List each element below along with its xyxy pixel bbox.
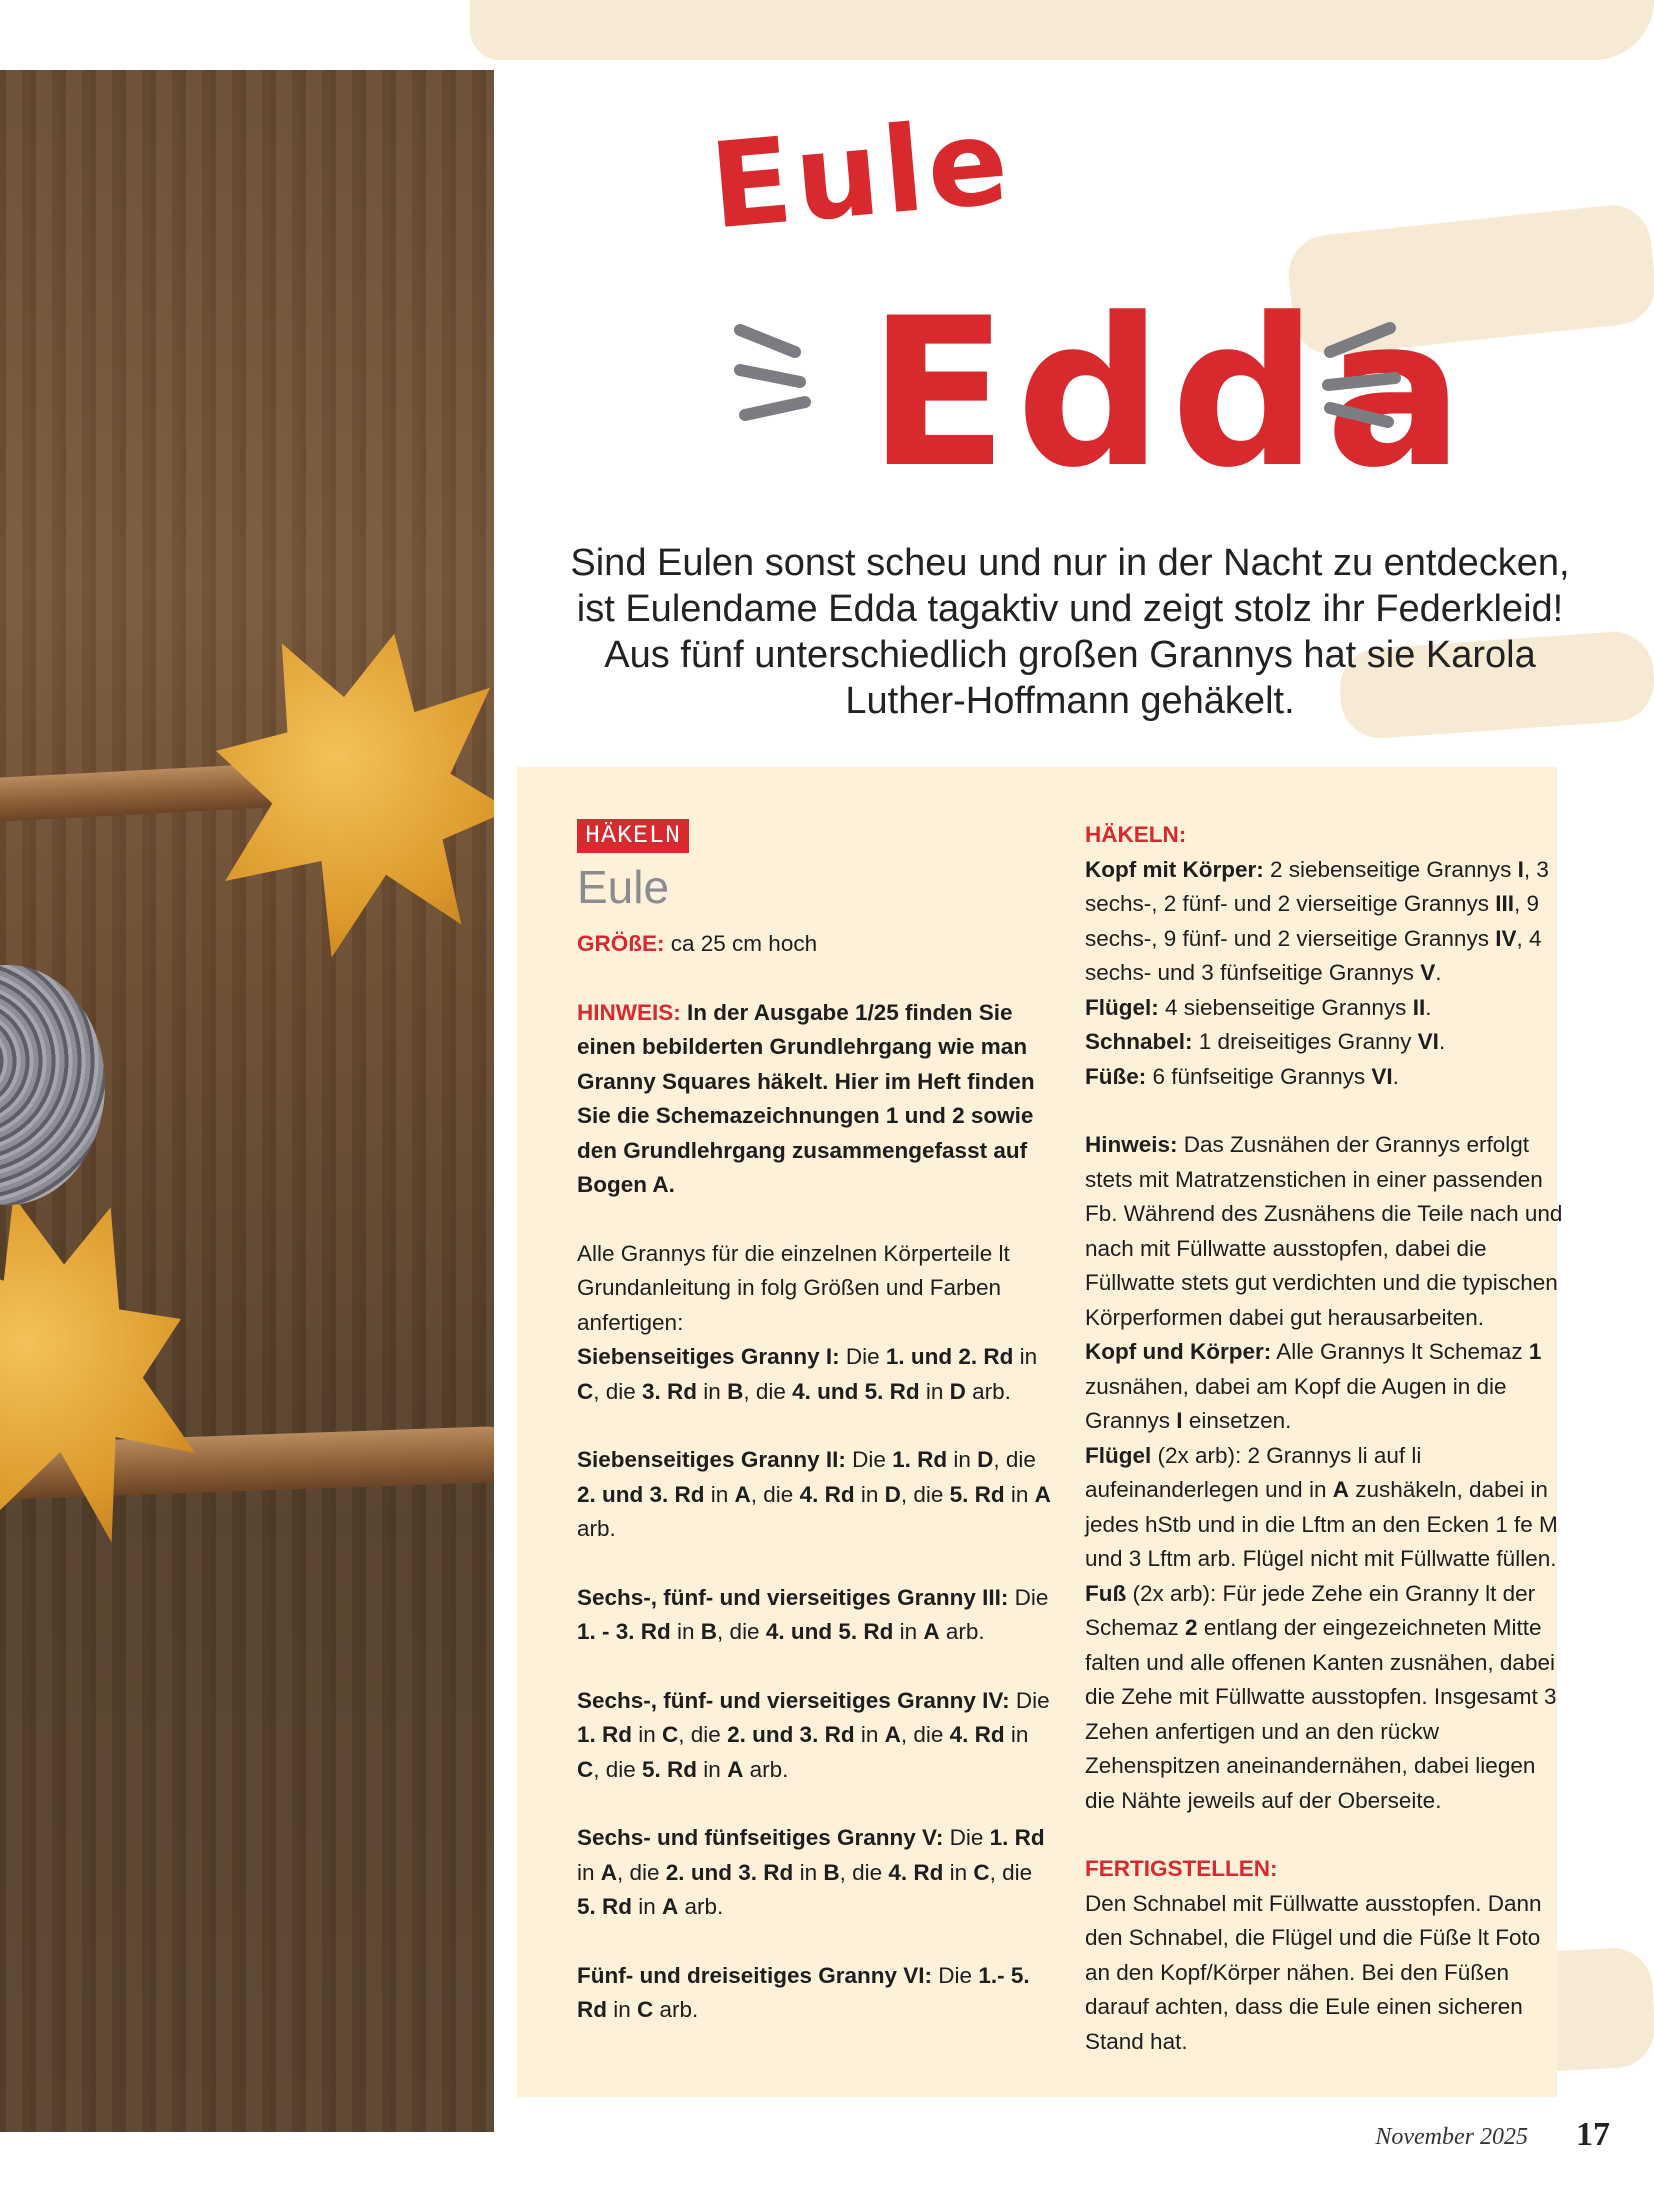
intro-line: Luther-Hoffmann gehäkelt.: [845, 680, 1295, 722]
fluegel-paragraph: Flügel (2x arb): 2 Grannys li auf li aufeinanderlegen und in A zushäkeln, dabei in jedes hStb und in die Lftm an den Ecken 1 fe M und 3 Lftm arb. Flügel nicht mit Füllwatte füllen.: [1085, 1442, 1558, 1571]
title-line-1: Eule: [705, 91, 1017, 256]
schnabel-line: Schnabel: 1 dreiseitiges Granny VI.: [1085, 1029, 1446, 1054]
granny-3-paragraph: Sechs-, fünf- und vierseitiges Granny III: Die 1. - 3. Rd in B, die 4. und 5. Rd in A arb.: [577, 1584, 1049, 1644]
note-paragraph: HINWEIS: In der Ausgabe 1/25 finden Sie einen bebilderten Grundlehrgang wie man Granny Squares häkelt. Hier im Heft finden Sie die Schemazeichnungen 1 und 2 sowie den Grundlehrgang zusammengefasst auf Bogen A.: [577, 999, 1035, 1197]
all-grannys-paragraph: Alle Grannys für die einzelnen Körperteile lt Grundanleitung in folg Größen und Farben anfertigen:: [577, 1240, 1010, 1335]
intro-text: [540, 540, 1600, 724]
crochet-owl-detail: [0, 965, 105, 1205]
granny-4-paragraph: Sechs-, fünf- und vierseitiges Granny IV: Die 1. Rd in C, die 2. und 3. Rd in A, die 4. Rd in C, die 5. Rd in A arb.: [577, 1687, 1050, 1782]
granny-2-paragraph: Siebenseitiges Granny II: Die 1. Rd in D, die 2. und 3. Rd in A, die 4. Rd in D, die 5. Rd in A arb.: [577, 1447, 1051, 1541]
fuss-paragraph: Fuß (2x arb): Für jede Zehe ein Granny lt der Schemaz 2 entlang der eingezeichneten Mitte falten und alle offenen Kanten zusnähen, dabei die Zehe mit Füllwatte ausstopfen. Insgesamt 3 Zehen anfertigen und an den rückw Zehenspitzen aneinandernähen, dabei liegen die Nähte jeweils auf der Oberseite.: [1085, 1580, 1557, 1813]
issue-date: November 2025: [1375, 2124, 1528, 2150]
granny-1-paragraph: Siebenseitiges Granny I: Die 1. und 2. Rd in C, die 3. Rd in B, die 4. und 5. Rd in D arb.: [577, 1344, 1038, 1404]
fuesse-line: Füße: 6 fünfseitige Grannys VI.: [1085, 1063, 1399, 1089]
section-title: Eule: [577, 861, 670, 913]
hinweis-paragraph: Hinweis: Das Zusnähen der Grannys erfolgt stets mit Matratzenstichen in einer passenden Fb. Während des Zusnähens die Teile nach und nach mit Füllwatte ausstopfen, dabei die Füllwatte stets gut verdichten und die typischen Körperformen dabei gut herausarbeiten.: [1085, 1132, 1563, 1330]
finishing-heading: FERTIGSTELLEN:: [1085, 1856, 1278, 1881]
kopf-und-koerper-paragraph: Kopf und Körper: Alle Grannys lt Schemaz 1 zusnähen, dabei am Kopf die Augen in die Grannys I einsetzen.: [1085, 1339, 1542, 1433]
granny-5-paragraph: Sechs- und fünfseitiges Granny V: Die 1. Rd in A, die 2. und 3. Rd in B, die 4. Rd in C, die 5. Rd in A arb.: [577, 1825, 1045, 1919]
brush-stroke-top: [470, 0, 1654, 60]
title-line-2: Edda: [868, 275, 1472, 513]
fluegel-line: Flügel: 4 siebenseitige Grannys II.: [1085, 994, 1432, 1020]
owl-photo: [0, 70, 494, 2132]
crochet-heading: HÄKELN:: [1085, 822, 1187, 847]
category-tag: HÄKELN: [577, 819, 689, 853]
rays-left-icon: [720, 290, 840, 440]
kopf-koerper-paragraph: Kopf mit Körper: 2 siebenseitige Grannys I, 3 sechs-, 2 fünf- und 2 vierseitige Grannys III, 9 sechs-, 9 fünf- und 2 vierseitige Grannys IV, 4 sechs- und 3 fünfseitige Grannys V.: [1085, 856, 1549, 985]
size-line: GRÖßE: ca 25 cm hoch: [577, 931, 818, 956]
maple-leaf-lower: [0, 1162, 232, 1577]
intro-line: ist Eulendame Edda tagaktiv und zeigt stolz ihr Federkleid!: [576, 588, 1564, 630]
page-number: 17: [1576, 2116, 1610, 2153]
instructions-left-column: [577, 818, 1057, 2028]
finishing-paragraph: Den Schnabel mit Füllwatte ausstopfen. Dann den Schnabel, die Flügel und die Füße lt Foto an den Kopf/Körper nähen. Bei den Füßen darauf achten, dass die Eule einen sicheren Stand hat.: [1085, 1890, 1542, 2054]
rays-right-icon: [1300, 290, 1420, 440]
intro-line: Aus fünf unterschiedlich großen Grannys hat sie Karola: [604, 634, 1536, 676]
instructions-right-column: [1085, 818, 1565, 2059]
intro-line: Sind Eulen sonst scheu und nur in der Nacht zu entdecken,: [570, 542, 1570, 584]
granny-6-paragraph: Fünf- und dreiseitiges Granny VI: Die 1.- 5. Rd in C arb.: [577, 1962, 1030, 2022]
